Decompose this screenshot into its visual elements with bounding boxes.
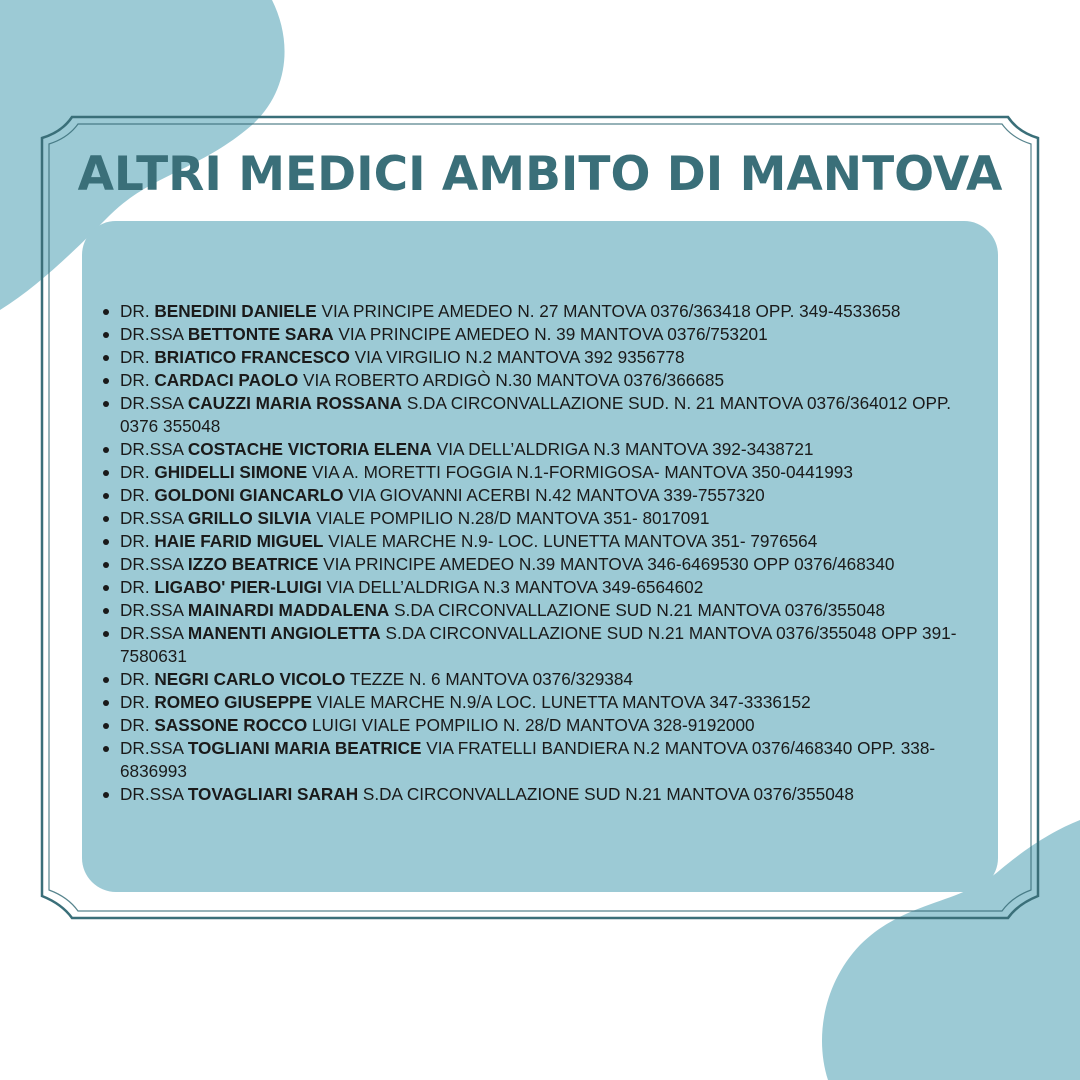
doctor-name: ROMEO GIUSEPPE: [154, 692, 312, 712]
doctor-name: NEGRI CARLO VICOLO: [154, 669, 346, 689]
doctor-name: BRIATICO FRANCESCO: [154, 347, 350, 367]
doctor-list-item: [120, 553, 990, 576]
doctor-details: VIALE MARCHE N.9/A LOC. LUNETTA MANTOVA 347-3336152: [316, 692, 811, 712]
doctor-name: LIGABO' PIER-LUIGI: [154, 577, 322, 597]
doctor-details: VIALE POMPILIO N.28/D MANTOVA 351- 8017091: [316, 508, 710, 528]
doctor-title-prefix: DR.SSA: [120, 554, 184, 574]
doctor-name: CAUZZI MARIA ROSSANA: [187, 393, 403, 413]
doctor-list-item: [120, 369, 990, 392]
doctor-list-item: [120, 323, 990, 346]
doctor-details: LUIGI VIALE POMPILIO N. 28/D MANTOVA 328-9192000: [311, 715, 755, 735]
page-title: ALTRI MEDICI AMBITO DI MANTOVA: [77, 147, 1003, 202]
doctor-list-item: [120, 668, 990, 691]
doctor-title-prefix: DR.SSA: [120, 600, 184, 620]
doctor-name: TOVAGLIARI SARAH: [187, 784, 359, 804]
doctor-name: GRILLO SILVIA: [187, 508, 312, 528]
doctor-name: SASSONE ROCCO: [154, 715, 308, 735]
doctor-details: S.DA CIRCONVALLAZIONE SUD. N. 21 MANTOVA 0376/364012 OPP. 0376 355048: [120, 393, 951, 436]
doctor-details: S.DA CIRCONVALLAZIONE SUD N.21 MANTOVA 0376/355048 OPP 391-7580631: [120, 623, 957, 666]
doctor-name: BETTONTE SARA: [187, 324, 334, 344]
doctor-name: GHIDELLI SIMONE: [154, 462, 308, 482]
doctor-details: VIA PRINCIPE AMEDEO N.39 MANTOVA 346-6469530 OPP 0376/468340: [323, 554, 895, 574]
doctor-list-item: [120, 346, 990, 369]
doctor-list-item: [120, 392, 990, 438]
doctor-title-prefix: DR.SSA: [120, 508, 184, 528]
doctor-title-prefix: DR.SSA: [120, 439, 184, 459]
doctor-list-item: [120, 507, 990, 530]
doctor-details: VIA DELL’ALDRIGA N.3 MANTOVA 349-6564602: [326, 577, 704, 597]
doctor-list-item: [120, 484, 990, 507]
doctor-title-prefix: DR.: [120, 485, 150, 505]
doctor-list-item: [120, 461, 990, 484]
doctor-name: HAIE FARID MIGUEL: [154, 531, 324, 551]
doctor-list-item: [120, 438, 990, 461]
doctor-list-item: [120, 714, 990, 737]
doctor-list-item: [120, 783, 990, 806]
doctor-list: [120, 300, 990, 806]
doctor-title-prefix: DR.: [120, 531, 150, 551]
doctor-name: IZZO BEATRICE: [187, 554, 319, 574]
doctor-details: VIA GIOVANNI ACERBI N.42 MANTOVA 339-7557320: [348, 485, 765, 505]
doctor-details: VIA FRATELLI BANDIERA N.2 MANTOVA 0376/468340 OPP. 338- 6836993: [120, 738, 936, 781]
doctor-list-item: [120, 599, 990, 622]
doctor-name: COSTACHE VICTORIA ELENA: [187, 439, 432, 459]
doctor-title-prefix: DR.: [120, 715, 150, 735]
doctor-name: MANENTI ANGIOLETTA: [187, 623, 381, 643]
doctor-list-item: [120, 691, 990, 714]
doctor-details: VIA A. MORETTI FOGGIA N.1-FORMIGOSA- MANTOVA 350-0441993: [311, 462, 853, 482]
doctor-name: TOGLIANI MARIA BEATRICE: [187, 738, 422, 758]
doctor-title-prefix: DR.: [120, 692, 150, 712]
doctor-list-item: [120, 622, 990, 668]
doctor-title-prefix: DR.: [120, 577, 150, 597]
doctor-list-item: [120, 530, 990, 553]
doctor-details: VIALE MARCHE N.9- LOC. LUNETTA MANTOVA 351- 7976564: [328, 531, 818, 551]
doctor-title-prefix: DR.SSA: [120, 784, 184, 804]
doctor-details: VIA ROBERTO ARDIGÒ N.30 MANTOVA 0376/366685: [303, 370, 725, 390]
doctor-title-prefix: DR.SSA: [120, 623, 184, 643]
doctor-title-prefix: DR.SSA: [120, 393, 184, 413]
doctor-name: BENEDINI DANIELE: [154, 301, 317, 321]
doctor-name: GOLDONI GIANCARLO: [154, 485, 344, 505]
doctor-list-item: [120, 737, 990, 783]
doctor-details: VIA VIRGILIO N.2 MANTOVA 392 9356778: [354, 347, 685, 367]
doctor-title-prefix: DR.SSA: [120, 738, 184, 758]
doctor-name: CARDACI PAOLO: [154, 370, 299, 390]
doctor-title-prefix: DR.: [120, 669, 150, 689]
doctor-details: VIA DELL’ALDRIGA N.3 MANTOVA 392-3438721: [436, 439, 814, 459]
doctor-list-item: [120, 576, 990, 599]
doctor-title-prefix: DR.: [120, 347, 150, 367]
doctor-details: VIA PRINCIPE AMEDEO N. 27 MANTOVA 0376/363418 OPP. 349-4533658: [321, 301, 901, 321]
doctor-title-prefix: DR.: [120, 462, 150, 482]
doctor-details: S.DA CIRCONVALLAZIONE SUD N.21 MANTOVA 0376/355048: [362, 784, 854, 804]
doctor-title-prefix: DR.SSA: [120, 324, 184, 344]
doctor-title-prefix: DR.: [120, 370, 150, 390]
doctor-name: MAINARDI MADDALENA: [187, 600, 390, 620]
doctor-title-prefix: DR.: [120, 301, 150, 321]
doctor-details: TEZZE N. 6 MANTOVA 0376/329384: [349, 669, 633, 689]
doctor-list-item: [120, 300, 990, 323]
doctor-details: VIA PRINCIPE AMEDEO N. 39 MANTOVA 0376/753201: [338, 324, 768, 344]
doctor-details: S.DA CIRCONVALLAZIONE SUD N.21 MANTOVA 0376/355048: [394, 600, 886, 620]
